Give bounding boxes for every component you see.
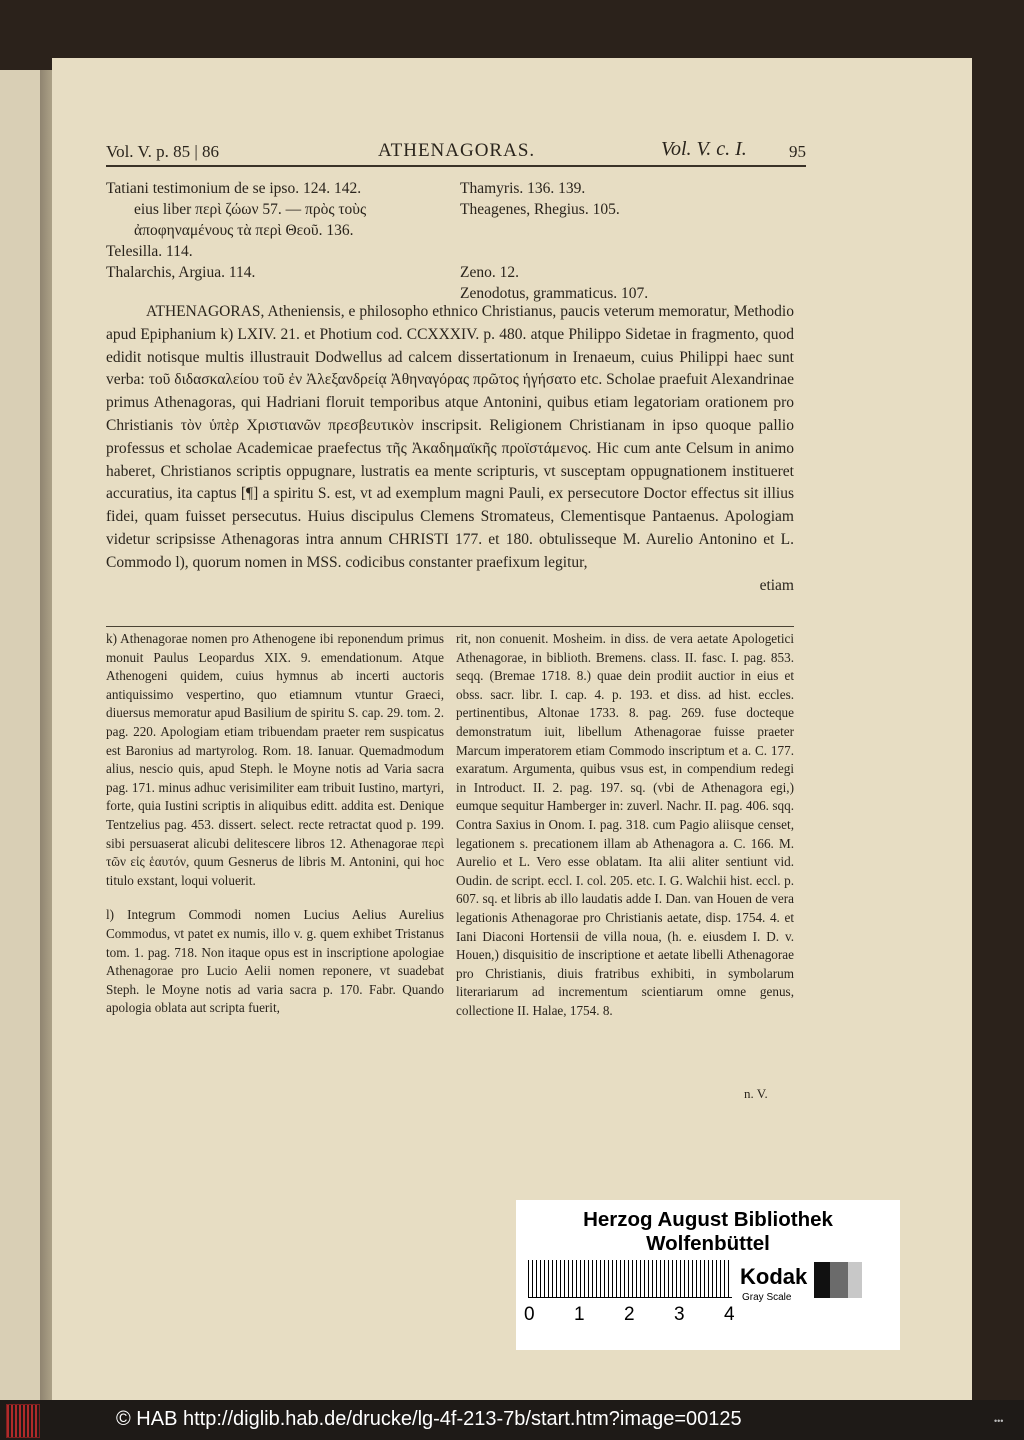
color-calibration-card — [516, 1200, 900, 1350]
footnote-k: k) Athenagorae nomen pro Athenogene ibi reponendum primus monuit Paulus Leopardus XIX. 9. emendationum. Atque Athenogeni quidem, cuius hymnus ab incerti auctoris antiquissimo vespertino, quo etiamnum vtuntur Graeci, diuersus memoratur apud Basilium de spiritu S. cap. 29. tom. 2. pag. 220. Apologiam etiam tribuendam praeter rem suspicatus est Baronius ad martyrolog. Rom. 18. Ianuar. Quemadmodum alius, nescio quis, apud Steph. le Moyne notis ad Varia sacra pag. 171. minus adhuc verisimiliter eam tribuit Iustino, martyri, forte, quia Iustini scriptis in aliquibus editt. addita est. Denique Tentzelius pag. 453. dissert. select. recte retractat quod p. 199. sibi persuaserat alicubi delitescere libros 12. Athenagorae περὶ τῶν εἰς ἑαυτόν, quum Gesnerus de libris M. Antonini, qui hoc titulo exstant, loqui voluerit. — [106, 631, 444, 888]
index-entry: Tatiani testimonium de se ipso. 124. 142. — [106, 180, 362, 197]
index-entry: eius liber περὶ ζώων 57. — πρὸς τοὺς — [134, 201, 367, 218]
index-entry: Zeno. 12. — [460, 264, 519, 281]
header-volume-chapter: Vol. V. c. I. — [661, 138, 747, 160]
index-entry: Zenodotus, grammaticus. 107. — [460, 285, 649, 302]
ruler-label: 0 — [524, 1304, 535, 1325]
catchword: etiam — [759, 576, 794, 594]
running-header — [106, 140, 806, 164]
ruler-label: 3 — [674, 1304, 685, 1325]
main-text — [106, 301, 794, 597]
signature-mark: n. V. — [744, 1086, 768, 1101]
more-dots-icon[interactable]: ••• — [994, 1416, 1004, 1426]
header-rule — [106, 165, 806, 167]
index-entry: Telesilla. 114. — [106, 243, 193, 260]
gray-scale-label: Gray Scale — [742, 1292, 792, 1303]
footnote-rule — [106, 626, 794, 627]
header-volume-ref: Vol. V. p. 85 | 86 — [106, 142, 219, 161]
ruler-label: 4 — [724, 1304, 735, 1325]
gray-patch-light — [848, 1262, 862, 1298]
page-number: 95 — [789, 142, 806, 161]
copyright-url[interactable]: © HAB http://diglib.hab.de/drucke/lg-4f-213-7b/start.htm?image=00125 — [116, 1408, 742, 1430]
scale-ruler — [528, 1260, 732, 1298]
library-name: Herzog August Bibliothek Wolfenbüttel — [583, 1208, 833, 1255]
index-entry — [460, 220, 648, 241]
gray-patch-dark — [814, 1262, 830, 1298]
header-title: ATHENAGORAS. — [378, 140, 536, 161]
index-entry: Theagenes, Rhegius. 105. — [460, 201, 620, 218]
index-entry: Thamyris. 136. 139. — [460, 180, 586, 197]
index-column-right — [460, 178, 648, 304]
footnote-continuation: rit, non conuenit. Mosheim. in diss. de vera aetate Apologetici Athenagorae, in biblioth. Bremens. class. II. fasc. I. pag. 853. seqq. (Bremae 1718. 8.) quae dein prodiit auctior in eius et obss. sacr. libr. I. cap. 4. p. 193. et diss. ad hist. eccles. pertinentibus, Altonae 1733. 8. pag. 269. fuse docteque demonstratum iuit, libellum Athenagorae fuisse praeter Marcum imperatorem etiam Commodo inscriptum et a. C. 177. exaratum. Argumenta, quibus vsus est, in compendium redegi in Introduct. II. 2. pag. 197. sq. (vbi de Athenagora egi,) eumque sequitur Hamberger in: zuverl. Nachr. II. pag. 406. sqq. Contra Saxius in Onom. I. pag. 318. cum Pagio aliisque censet, legationem s. precationem illam ab Athenagora a. C. 166. M. Aurelio et L. Vero esse oblatam. Ita alii aliter sentiunt vid. Oudin. de script. eccl. I. col. 205. etc. I. G. Walchii hist. eccl. p. 607. sq. et libris ab illo laudatis adde I. Dan. van Houen de vera legationis Athenagorae pro Christianis aetate, disp. 1754. 4. et Iani Diaconi Hortensii de villa noua, (h. e. eiusdem I. D. v. Houen,) disquisitio de inscriptione et aetate libelli Athenagorae pro Christianis, diuis fratribus exhibiti, in symbolarum literariarum ad incrementum scientiarum omne genus, collectione II. Halae, 1754. 8. — [456, 631, 794, 1018]
hab-logo-icon — [6, 1404, 40, 1438]
main-paragraph: ATHENAGORAS, Atheniensis, e philosopho ethnico Christianus, paucis veterum memoratur, Methodio apud Epiphanium k) LXIV. 21. et Photium cod. CCXXXIV. p. 480. atque Philippo Sidetae in fragmento, quod edidit notisque multis illustrauit Dodwellus ad calcem dissertationum in Irenaeum, cuius Philippi haec sunt verba: τοῦ διδασκαλείου τοῦ ἐν Ἀλεξανδρείᾳ Ἀθηναγόρας πρῶτος ἡγήσατο etc. Scholae praefuit Alexandrinae primus Athenagoras, qui Hadriani floruit temporibus atque Antonini, quibus etiam legatoriam orationem pro Christianis τὸν ὑπὲρ Χριστιανῶν πρεσβευτικὸν inscripsit. Religionem Christianam in ipso quoque pallio professus et scholae Academicae praefectus τῆς Ἀκαδημαϊκῆς προϊστάμενος. Hic cum ante Celsum in animo haberet, Christianos scriptis oppugnare, lustratis ea mente scripturis, vt susceptam oppugnationem institueret accuratius, ita captus [¶] a spiritu S. est, vt ad exemplum magni Pauli, ex persecutore Doctor effectus sit illius fidei, quam fuisset persecutus. Huius discipulus Clemens Stromateus, Clementisque Pantaenus. Apologiam videtur scripsisse Athenagoras intra annum CHRISTI 177. et 180. obtulisseque M. Aurelio Antonino et L. Commodo l), quorum nomen in MSS. codicibus constanter praefixum legitur, — [106, 303, 794, 571]
index-column-left — [106, 178, 366, 283]
kodak-logo: Kodak — [740, 1264, 808, 1289]
footnotes-left-column — [106, 630, 444, 1018]
gray-patch-mid — [830, 1262, 848, 1298]
ruler-label: 1 — [574, 1304, 585, 1325]
footnote-l: l) Integrum Commodi nomen Lucius Aelius Aurelius Commodus, vt patet ex numis, illo v. g. quem exhibet Tristanus tom. 1. pag. 718. Non itaque opus est in inscriptione apologiae Athenagorae pro Lucio Aelii nomen reponere, vt suadebat Steph. le Moyne notis ad varia sacra p. 170. Fabr. Quando apologia oblata aut scripta fuerit, — [106, 907, 444, 1016]
index-entry: ἀποφηναμένους τὰ περὶ Θεοῦ. 136. — [134, 222, 354, 239]
footnotes-right-column — [456, 630, 794, 1020]
ruler-baseline — [528, 1297, 732, 1298]
ruler-label: 2 — [624, 1304, 635, 1325]
index-entry: Thalarchis, Argiua. 114. — [106, 264, 256, 281]
